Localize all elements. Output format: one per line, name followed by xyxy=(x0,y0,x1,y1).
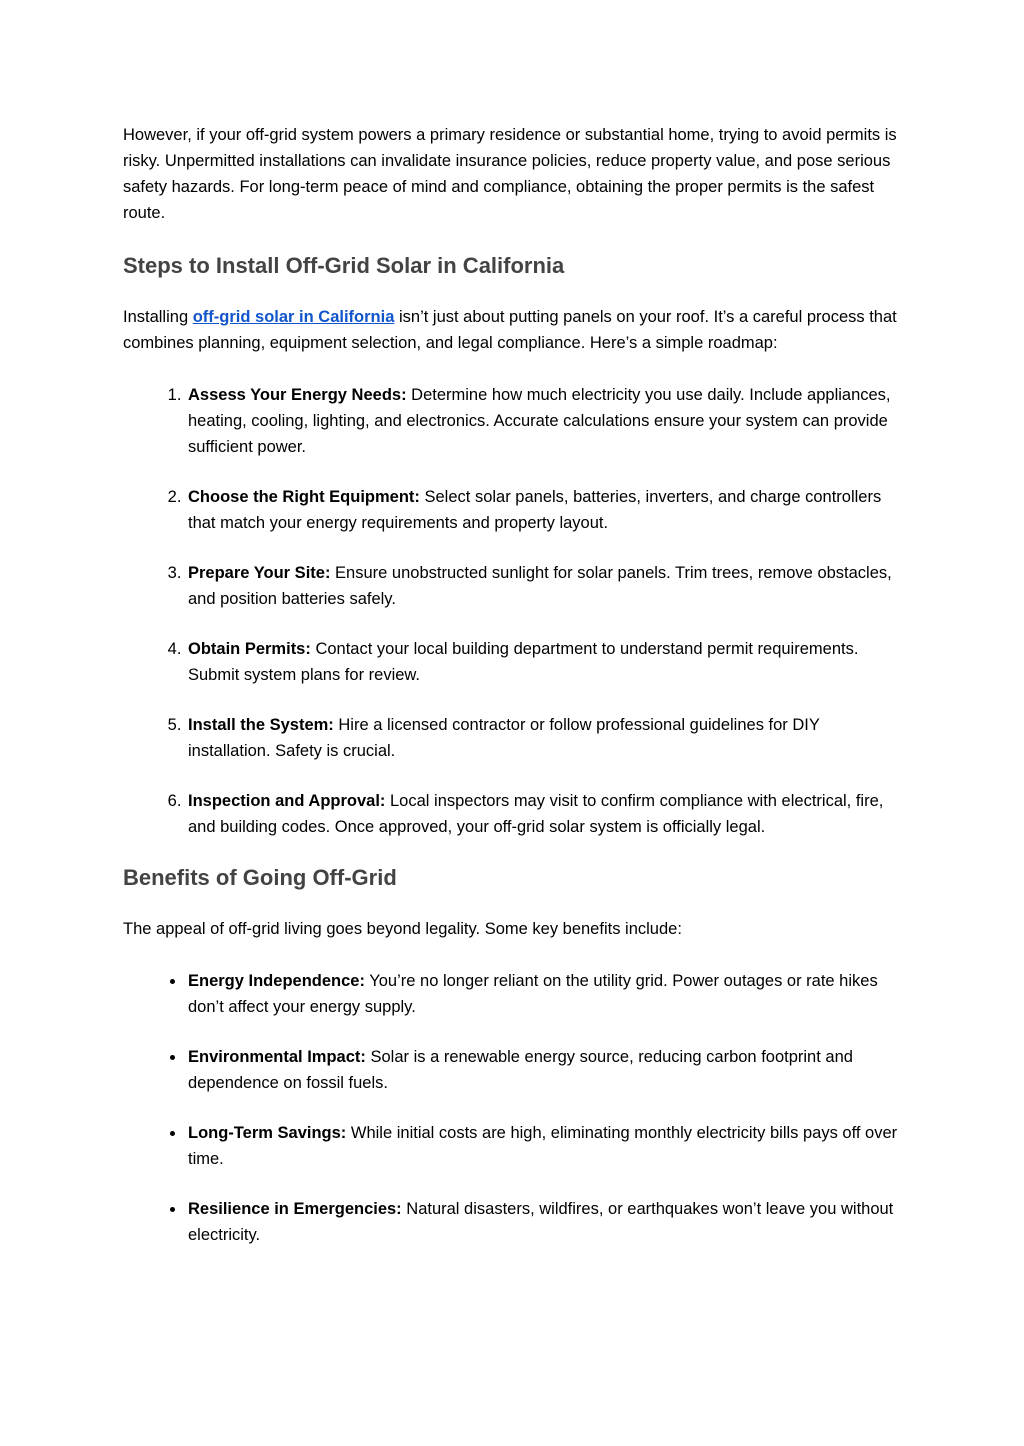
step-item-choose-equipment xyxy=(186,484,900,536)
step-label: Install the System: xyxy=(188,716,334,734)
benefit-item-resilience-emergencies xyxy=(186,1196,900,1248)
heading-benefits-section: Benefits of Going Off-Grid xyxy=(123,865,397,890)
intro-paragraph: However, if your off-grid system powers a primary residence or substantial home, trying to avoid permits is risky. Unpermitted installations can invalidate insurance policies, reduce property value, and pose serious safety hazards. For long-term peace of mind and compliance, obtaining the proper permits is the safest route. xyxy=(123,126,897,222)
step-label: Obtain Permits: xyxy=(188,640,311,658)
step-item-prepare-site xyxy=(186,560,900,612)
benefit-item-energy-independence xyxy=(186,968,900,1020)
steps-intro-paragraph xyxy=(123,304,900,356)
off-grid-solar-link[interactable]: off-grid solar in California xyxy=(192,308,395,326)
step-text: Hire a licensed contractor or follow professional guidelines for DIY installation. Safety is crucial. xyxy=(188,716,820,760)
step-text: Select solar panels, batteries, inverters, and charge controllers that match your energy requirements and property layout. xyxy=(188,488,882,532)
step-text: Ensure unobstructed sunlight for solar panels. Trim trees, remove obstacles, and position batteries safely. xyxy=(188,564,892,608)
step-text: Local inspectors may visit to confirm compliance with electrical, fire, and building codes. Once approved, your off-grid solar system is officially legal. xyxy=(188,792,884,836)
benefit-text: You’re no longer reliant on the utility grid. Power outages or rate hikes don’t affect your energy supply. xyxy=(188,972,878,1016)
step-label: Choose the Right Equipment: xyxy=(188,488,420,506)
step-item-install-system xyxy=(186,712,900,764)
benefits-intro-paragraph: The appeal of off-grid living goes beyond legality. Some key benefits include: xyxy=(123,920,682,938)
step-label: Assess Your Energy Needs: xyxy=(188,386,407,404)
benefit-item-long-term-savings xyxy=(186,1120,900,1172)
step-label: Inspection and Approval: xyxy=(188,792,386,810)
benefits-bullet-list xyxy=(123,968,900,1248)
step-text: Contact your local building department to understand permit requirements. Submit system plans for review. xyxy=(188,640,859,684)
benefit-label: Environmental Impact: xyxy=(188,1048,366,1066)
benefit-label: Long-Term Savings: xyxy=(188,1124,347,1142)
heading-steps-section: Steps to Install Off-Grid Solar in California xyxy=(123,253,565,278)
step-label: Prepare Your Site: xyxy=(188,564,331,582)
benefit-text: Natural disasters, wildfires, or earthquakes won’t leave you without electricity. xyxy=(188,1200,894,1244)
step-item-assess-energy-needs xyxy=(186,382,900,460)
step-item-obtain-permits xyxy=(186,636,900,688)
benefit-text: While initial costs are high, eliminating monthly electricity bills pays off over time. xyxy=(188,1124,898,1168)
benefit-text: Solar is a renewable energy source, reducing carbon footprint and dependence on fossil fuels. xyxy=(188,1048,853,1092)
step-text: Determine how much electricity you use daily. Include appliances, heating, cooling, lighting, and electronics. Accurate calculations ensure your system can provide sufficient power. xyxy=(188,386,891,456)
benefit-label: Energy Independence: xyxy=(188,972,365,990)
benefit-item-environmental-impact xyxy=(186,1044,900,1096)
step-item-inspection-approval xyxy=(186,788,900,840)
benefit-label: Resilience in Emergencies: xyxy=(188,1200,402,1218)
steps-intro-before-link: Installing xyxy=(123,308,189,326)
steps-ordered-list xyxy=(123,382,900,840)
steps-intro-after-link: isn’t just about putting panels on your roof. It’s a careful process that combines planning, equipment selection, and legal compliance. Here’s a simple roadmap: xyxy=(123,308,897,352)
